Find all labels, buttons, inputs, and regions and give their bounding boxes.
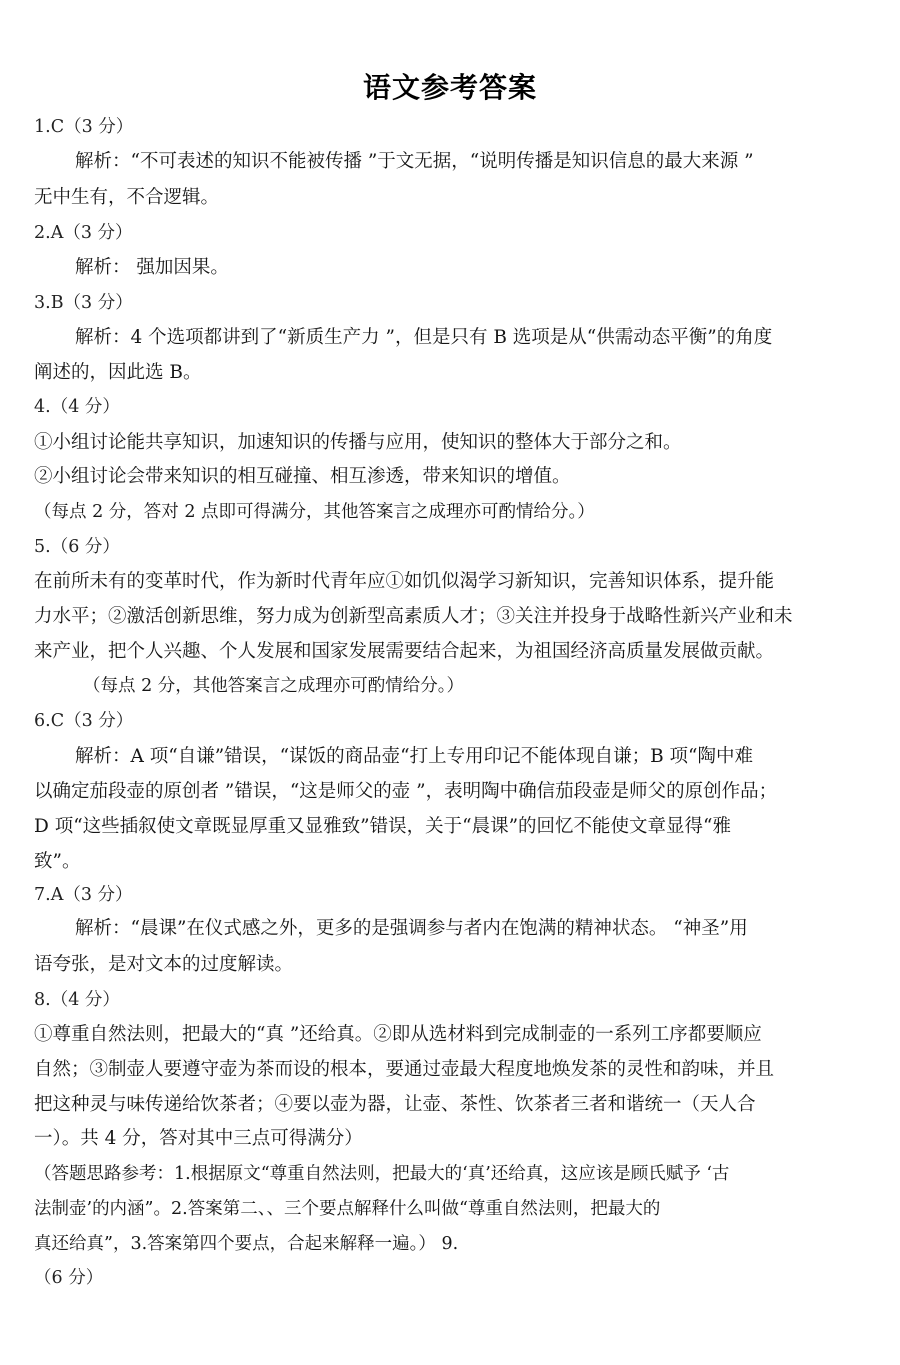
q6-analysis-line-2: 以确定茄段壶的原创者 ”错误，“这是师父的壶 ”，表明陶中确信茄段壶是师父的原创作品；: [34, 781, 778, 802]
q8-reference-line-1: （答题思路参考：1.根据原文“尊重自然法则，把最大的‘真’还给真，这应该是顾氏赋予 ‘古: [34, 1164, 730, 1184]
q5-label: 5.（6 分）: [34, 537, 120, 557]
q4-scoring-note: （每点 2 分，答对 2 点即可得满分，其他答案言之成理亦可酌情给分。）: [34, 502, 595, 522]
q8-reference-line-2: 法制壶’的内涵”。2.答案第二、、三个要点解释什么叫做“尊重自然法则，把最大的: [34, 1199, 661, 1219]
q7-label: 7.A（3 分）: [34, 885, 133, 905]
q4-label: 4.（4 分）: [34, 397, 120, 417]
q8-reference-line-3: 真还给真”，3.答案第四个要点，合起来解释一遍。） 9.: [34, 1234, 459, 1254]
q7-analysis-line-2: 语夸张，是对文本的过度解读。: [34, 954, 294, 975]
q1-analysis-line-1: 解析：“不可表述的知识不能被传播 ”于文无据，“说明传播是知识信息的最大来源 ”: [75, 151, 754, 172]
q1-analysis-line-2: 无中生有，不合逻辑。: [34, 187, 220, 208]
q8-answer-line-4: 一）。共 4 分，答对其中三点可得满分）: [34, 1128, 363, 1149]
q5-scoring-note: （每点 2 分，其他答案言之成理亦可酌情给分。）: [83, 676, 465, 696]
q9-score: （6 分）: [34, 1268, 104, 1288]
q8-answer-line-3: 把这种灵与味传递给饮茶者；④要以壶为器，让壶、茶性、饮茶者三者和谐统一（天人合: [34, 1094, 756, 1115]
q8-answer-line-1: ①尊重自然法则，把最大的“真 ”还给真。②即从选材料到完成制壶的一系列工序都要顺应: [34, 1024, 762, 1045]
q6-analysis-line-4: 致”。: [34, 851, 81, 872]
q5-answer-line-3: 来产业，把个人兴趣、个人发展和国家发展需要结合起来，为祖国经济高质量发展做贡献。: [34, 641, 775, 662]
q5-answer-line-1: 在前所未有的变革时代，作为新时代青年应①如饥似渴学习新知识，完善知识体系，提升能: [34, 571, 775, 592]
q4-answer-line-2: ②小组讨论会带来知识的相互碰撞、相互渗透，带来知识的增值。: [34, 466, 571, 487]
q5-answer-line-2: 力水平；②激活创新思维，努力成为创新型高素质人才；③关注并投身于战略性新兴产业和未: [34, 606, 793, 627]
q1-label: 1.C（3 分）: [34, 117, 134, 137]
q7-analysis-line-1: 解析：“晨课”在仪式感之外，更多的是强调参与者内在饱满的精神状态。 “神圣”用: [75, 918, 748, 939]
q8-label: 8.（4 分）: [34, 990, 120, 1010]
q2-analysis-line-1: 解析： 强加因果。: [75, 257, 229, 278]
q3-analysis-line-2: 阐述的，因此选 B。: [34, 362, 202, 383]
q3-analysis-line-1: 解析：4 个选项都讲到了“新质生产力 ”，但是只有 B 选项是从“供需动态平衡”的角度: [75, 327, 773, 348]
q6-label: 6.C（3 分）: [34, 711, 134, 731]
q8-answer-line-2: 自然；③制壶人要遵守壶为茶而设的根本，要通过壶最大程度地焕发茶的灵性和韵味，并且: [34, 1059, 775, 1080]
q3-label: 3.B（3 分）: [34, 293, 133, 313]
q4-answer-line-1: ①小组讨论能共享知识，加速知识的传播与应用，使知识的整体大于部分之和。: [34, 432, 682, 453]
q2-label: 2.A（3 分）: [34, 223, 133, 243]
q6-analysis-line-3: D 项“这些插叙使文章既显厚重又显雅致”错误，关于“晨课”的回忆不能使文章显得“雅: [34, 816, 732, 837]
document-title: 语文参考答案: [362, 71, 537, 104]
q6-analysis-line-1: 解析：A 项“自谦”错误，“谋饭的商品壶“打上专用印记不能体现自谦；B 项“陶中难: [75, 746, 754, 767]
